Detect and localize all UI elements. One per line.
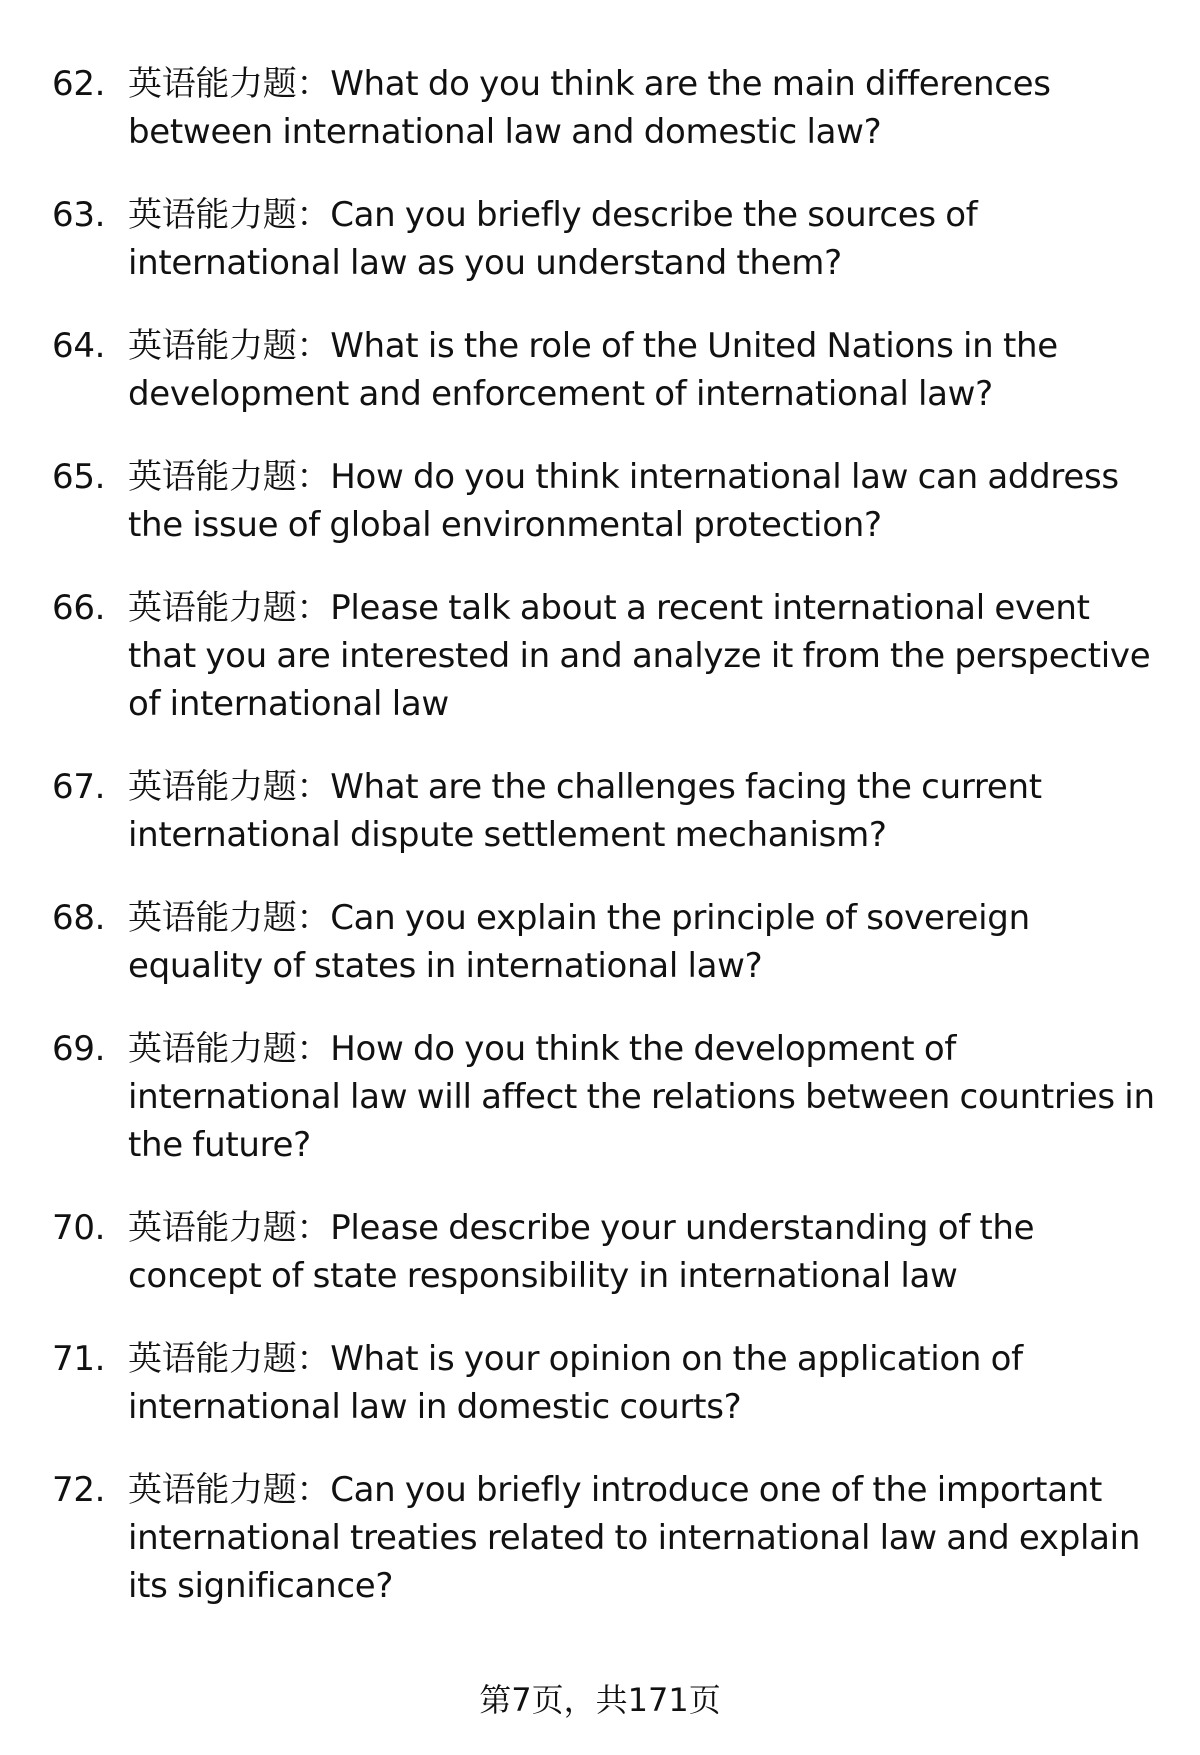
question-number: 64. [52, 326, 106, 366]
question-item [52, 763, 1162, 859]
question-item [52, 322, 1162, 418]
question-item [52, 1204, 1162, 1300]
question-item [52, 584, 1162, 728]
question-text: 英语能力题：What do you think are the main differences between international law and domestic law? [128, 64, 1051, 152]
question-text: 英语能力题：What are the challenges facing the current international dispute settlement mechanism? [128, 767, 1042, 855]
question-item [52, 894, 1162, 990]
question-number: 62. [52, 64, 106, 104]
question-text: 英语能力题：Please talk about a recent international event that you are interested in and analyze it from the perspective of international law [128, 588, 1151, 724]
question-item [52, 453, 1162, 549]
question-text: 英语能力题：Can you briefly introduce one of the important international treaties related to international law and explain its significance? [128, 1470, 1141, 1606]
question-text: 英语能力题：Can you explain the principle of sovereign equality of states in international law? [128, 898, 1030, 986]
question-text: 英语能力题：What is your opinion on the application of international law in domestic courts? [128, 1339, 1023, 1427]
question-list [52, 60, 1162, 1645]
question-number: 70. [52, 1208, 106, 1248]
question-text: 英语能力题：Can you briefly describe the sources of international law as you understand them? [128, 195, 978, 283]
question-item [52, 1466, 1162, 1610]
question-number: 72. [52, 1470, 106, 1510]
question-text: 英语能力题：Please describe your understanding of the concept of state responsibility in international law [128, 1208, 1035, 1296]
question-number: 71. [52, 1339, 106, 1379]
question-number: 68. [52, 898, 106, 938]
page-number: 第7页，共171页 [479, 1681, 721, 1719]
question-item [52, 1335, 1162, 1431]
question-text: 英语能力题：How do you think international law can address the issue of global environmental protection? [128, 457, 1119, 545]
question-text: 英语能力题：How do you think the development of international law will affect the relations between countries in the future? [128, 1029, 1155, 1165]
question-text: 英语能力题：What is the role of the United Nations in the development and enforcement of international law? [128, 326, 1058, 414]
question-number: 63. [52, 195, 106, 235]
question-number: 65. [52, 457, 106, 497]
question-item [52, 1025, 1162, 1169]
question-item [52, 60, 1162, 156]
question-number: 67. [52, 767, 106, 807]
question-number: 69. [52, 1029, 106, 1069]
question-item [52, 191, 1162, 287]
question-number: 66. [52, 588, 106, 628]
